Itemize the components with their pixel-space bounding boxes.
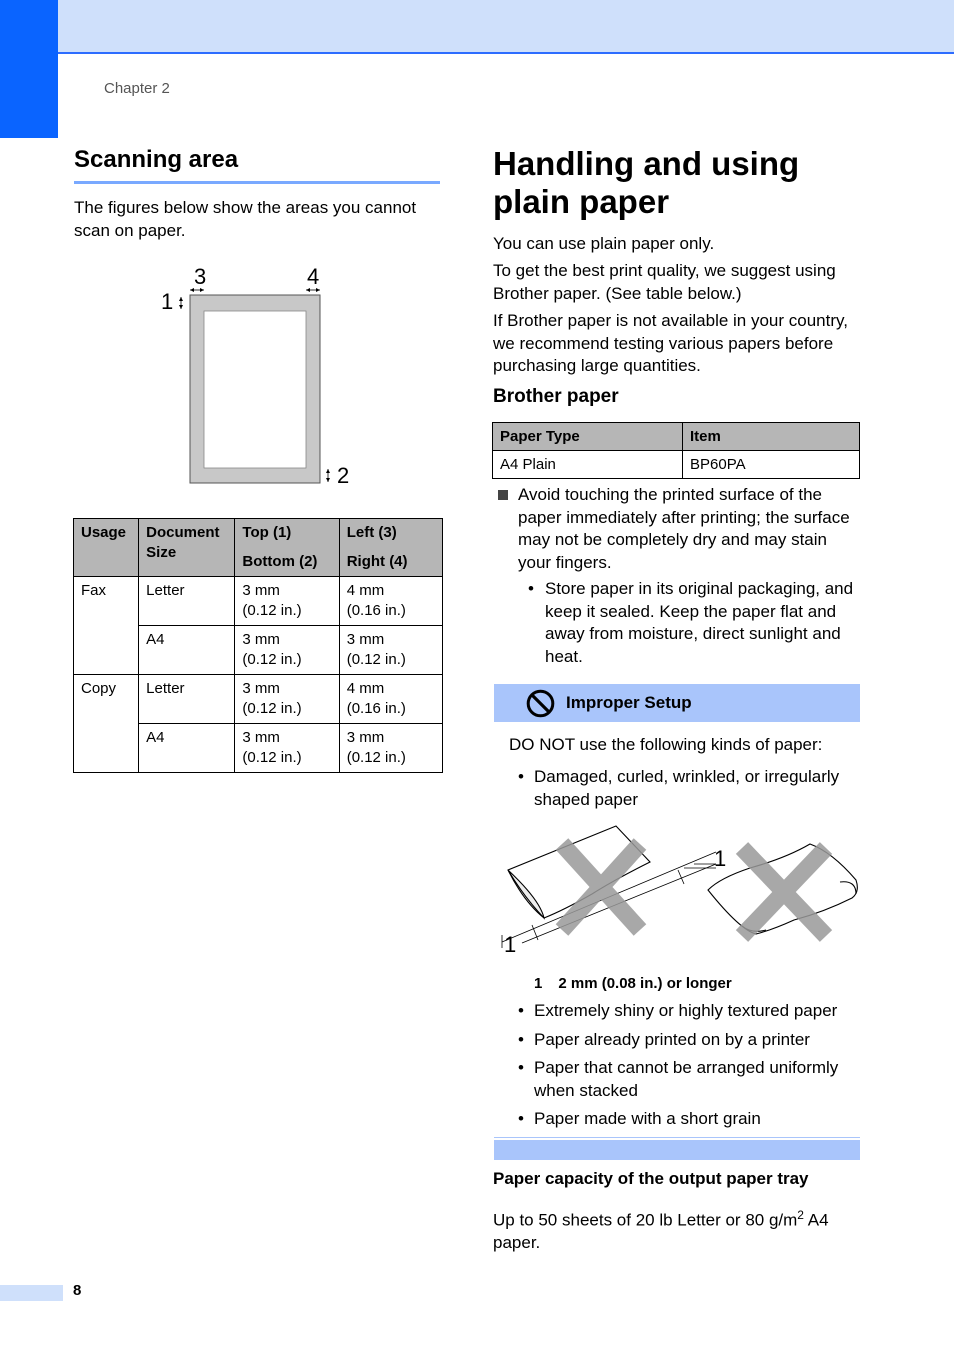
header-bar — [0, 0, 954, 54]
col-paper-type: Paper Type — [493, 423, 683, 451]
paper-type-cell: A4 Plain — [493, 451, 683, 479]
col-item: Item — [683, 423, 860, 451]
no-entry-icon — [526, 689, 555, 723]
table-row — [74, 577, 443, 626]
figure-label-bottom: 1 — [504, 932, 517, 957]
left-right-cell: 3 mm (0.12 in.) — [339, 626, 442, 675]
size-cell: A4 — [139, 626, 235, 675]
bullet-avoid-touching: Avoid touching the printed surface of the paper immediately after printing; the surface may not be completely dry and may stain your fingers. — [498, 484, 863, 574]
item-cell: BP60PA — [683, 451, 860, 479]
col-usage: Usage — [74, 519, 139, 577]
top-bottom-cell: 3 mm (0.12 in.) — [235, 626, 339, 675]
col-document-size: Document Size — [139, 519, 235, 577]
list-item: • Paper that cannot be arranged uniformly when stacked — [518, 1058, 839, 1100]
col-left-right: Left (3) Right (4) — [339, 519, 442, 577]
usage-cell: Fax — [74, 577, 139, 675]
page-number-bar — [0, 1285, 63, 1301]
chapter-label: Chapter 2 — [104, 80, 170, 97]
note-list-first — [518, 766, 860, 811]
left-right-cell: 4 mm (0.16 in.) — [339, 577, 442, 626]
size-cell: Letter — [139, 675, 235, 724]
handling-heading: Handling and using plain paper — [493, 145, 800, 220]
scanning-intro: The figures below show the areas you cannot scan on paper. — [74, 198, 417, 240]
curled-paper-illustration — [494, 822, 862, 957]
diagram-label-top: 1 — [161, 289, 174, 314]
note-end-rule-thin — [494, 1137, 860, 1138]
list-item: • Paper made with a short grain — [518, 1109, 761, 1128]
diagram-label-left: 3 — [194, 264, 207, 289]
diagram-label-bottom: 2 — [337, 463, 350, 488]
para-best-quality: To get the best print quality, we suggest using Brother paper. (See table below.) — [493, 261, 836, 303]
list-item: • Extremely shiny or highly textured paper — [518, 1001, 838, 1020]
scanning-area-heading: Scanning area — [74, 146, 239, 173]
figure-label-top: 1 — [714, 846, 727, 871]
improper-setup-header — [494, 684, 860, 722]
size-cell: Letter — [139, 577, 235, 626]
bullet-dot-icon: • — [528, 579, 534, 598]
capacity-text: Up to 50 sheets of 20 lb Letter or 80 $g/m^2$ A4 paper. — [493, 1208, 829, 1253]
size-cell: A4 — [139, 724, 235, 773]
chapter-tab-marker — [0, 0, 58, 138]
brother-paper-table — [492, 422, 860, 479]
left-right-cell: 4 mm (0.16 in.) — [339, 675, 442, 724]
usage-cell: Copy — [74, 675, 139, 773]
scan-area-diagram — [150, 260, 370, 490]
sub-bullet-store: • Store paper in its original packaging, and keep it sealed. Keep the paper flat and away from moisture, direct sunlight and heat. — [528, 579, 854, 666]
brother-paper-heading: Brother paper — [493, 386, 619, 407]
note-end-bar — [494, 1140, 860, 1160]
capacity-heading: Paper capacity of the output paper tray — [493, 1169, 809, 1188]
square-bullet-icon — [498, 490, 508, 500]
note-list-more — [518, 1000, 862, 1131]
left-right-cell: 3 mm (0.12 in.) — [339, 724, 442, 773]
list-item: • Paper already printed on by a printer — [518, 1029, 810, 1049]
table-row — [493, 451, 860, 479]
top-bottom-cell: 3 mm (0.12 in.) — [235, 724, 339, 773]
para-not-available: If Brother paper is not available in your country, we recommend testing various papers before purchasing large quantities. — [493, 311, 848, 375]
table-row — [74, 675, 443, 724]
top-bottom-cell: 3 mm (0.12 in.) — [235, 675, 339, 724]
diagram-label-right: 4 — [307, 264, 320, 289]
scan-margins-table — [73, 518, 443, 773]
note-lead: DO NOT use the following kinds of paper: — [509, 735, 823, 754]
top-bottom-cell: 3 mm (0.12 in.) — [235, 577, 339, 626]
col-top-bottom: Top (1) Bottom (2) — [235, 519, 339, 577]
heading-rule — [74, 181, 440, 184]
page-number: 8 — [73, 1282, 82, 1299]
figure-caption: 1 2 mm (0.08 in.) or longer — [534, 975, 732, 992]
improper-setup-title: Improper Setup — [566, 693, 692, 712]
list-item: • Damaged, curled, wrinkled, or irregularly shaped paper — [518, 767, 840, 809]
para-plain-only: You can use plain paper only. — [493, 234, 715, 253]
